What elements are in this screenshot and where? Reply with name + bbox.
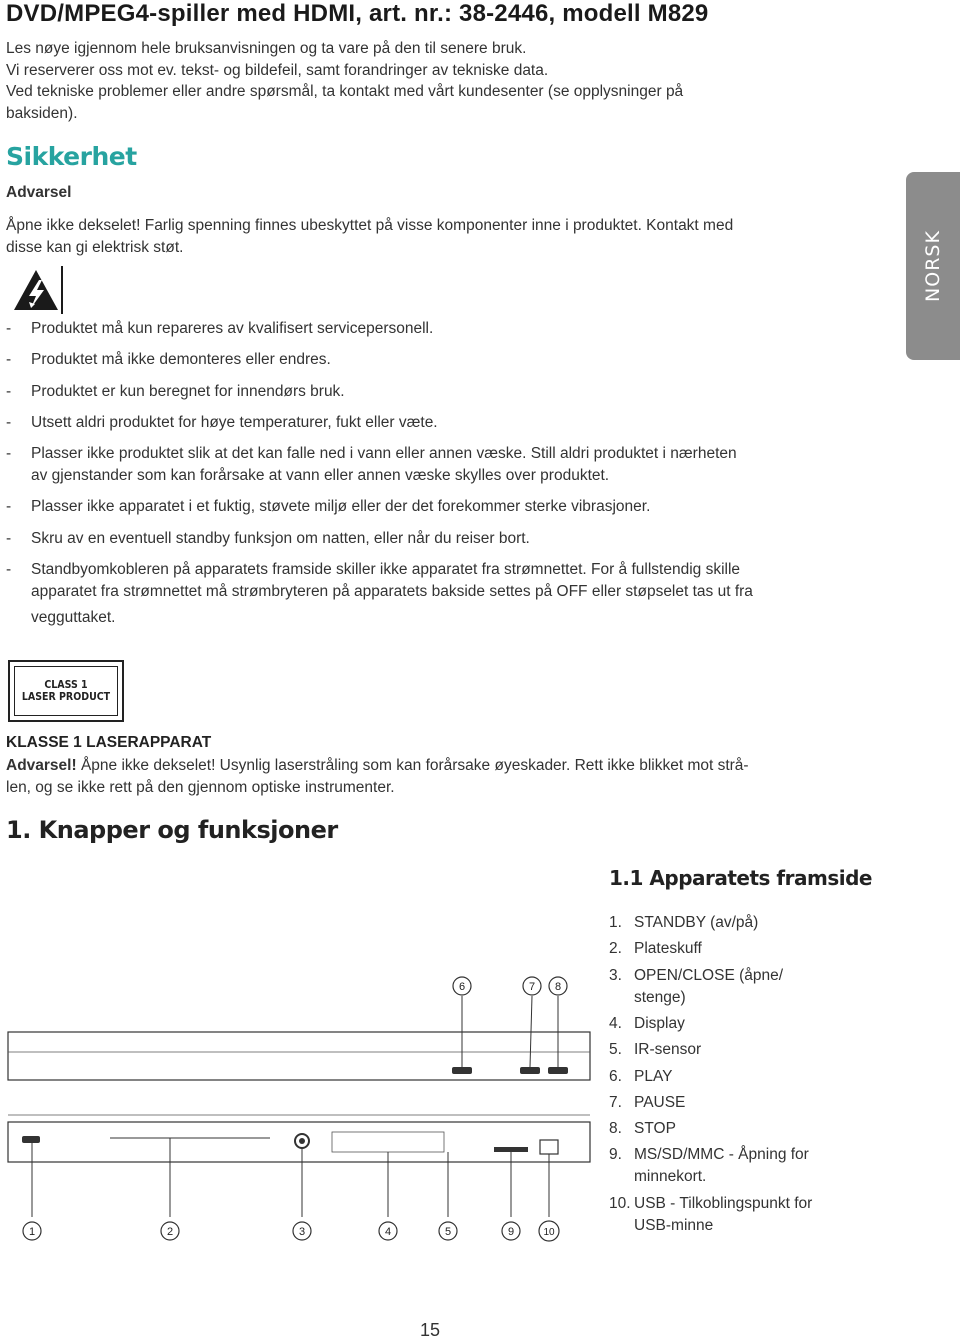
callout-8 xyxy=(549,977,567,995)
laser-warning-text xyxy=(6,755,856,798)
item-number: 9. xyxy=(609,1146,622,1164)
callout-label: 10 xyxy=(543,1227,555,1238)
callout-label: 9 xyxy=(507,1226,515,1238)
page-number: 15 xyxy=(420,1320,441,1340)
language-tab-label: NORSK xyxy=(922,230,944,302)
bullet-text xyxy=(31,443,856,486)
callout-label: 3 xyxy=(298,1226,306,1238)
laser-label-line2: LASER PRODUCT xyxy=(21,691,111,703)
item-text xyxy=(634,965,874,1009)
laser-class-label xyxy=(8,660,124,722)
callout-label: 7 xyxy=(528,981,536,993)
item-number: 10. xyxy=(609,1194,631,1212)
item-line: minnekort. xyxy=(634,1168,707,1186)
bullet-text xyxy=(31,496,856,518)
laser-line: len, og se ikke rett på den gjennom optiske instrumenter. xyxy=(6,778,395,796)
bullet-dash: - xyxy=(6,320,12,337)
safety-heading: Sikkerhet xyxy=(6,142,137,171)
item-text xyxy=(634,1144,874,1188)
item-text xyxy=(634,912,874,934)
warning-heading: Advarsel xyxy=(6,184,72,201)
bullet-text xyxy=(31,528,856,550)
stop-button xyxy=(548,1067,568,1074)
bullet-text xyxy=(31,412,856,434)
item-line: STANDBY (av/på) xyxy=(634,914,759,931)
item-text xyxy=(634,1013,874,1035)
callout-6 xyxy=(453,977,471,995)
open-close-button-center xyxy=(299,1138,305,1144)
bullet-dash: - xyxy=(6,414,12,431)
bullet-dash: - xyxy=(6,383,12,400)
subsection-heading: 1.1 Apparatets framside xyxy=(609,866,872,890)
bullet-text xyxy=(31,349,856,371)
callout-1 xyxy=(23,1222,41,1240)
bullet-line: apparatet fra strømnettet må strømbryteren på apparatets bakside settes på OFF eller støpselet tas ut fra xyxy=(31,582,753,600)
bullet-dash: - xyxy=(6,498,12,515)
item-text xyxy=(634,1092,874,1114)
bullet-dash: - xyxy=(6,530,12,547)
bullet-dash: - xyxy=(6,445,12,462)
bullet-line: Plasser ikke produktet slik at det kan falle ned i vann eller annen væske. Still aldri produktet i nærheten xyxy=(31,445,737,462)
page-title: DVD/MPEG4-spiller med HDMI, art. nr.: 38-2446, modell M829 xyxy=(6,0,709,27)
callout-label: 4 xyxy=(384,1226,392,1238)
callout-4 xyxy=(379,1222,397,1240)
laser-heading: KLASSE 1 LASERAPPARAT xyxy=(6,734,212,751)
callout-label: 5 xyxy=(444,1226,452,1238)
item-number: 3. xyxy=(609,966,622,984)
item-text xyxy=(634,1066,874,1088)
front-panel-diagram xyxy=(0,970,600,1250)
item-line: MS/SD/MMC - Åpning for xyxy=(634,1146,809,1164)
intro-line: Vi reserverer oss mot ev. tekst- og bildefeil, samt forandringer av tekniske data. xyxy=(6,61,549,79)
callout-label: 6 xyxy=(458,981,466,993)
item-line: OPEN/CLOSE (åpne/ xyxy=(634,966,784,984)
laser-warn-bold: Advarsel! xyxy=(6,757,77,774)
intro-line: baksiden). xyxy=(6,104,78,122)
bullet-text xyxy=(31,381,856,403)
item-text xyxy=(634,1193,874,1237)
intro-line: Ved tekniske problemer eller andre spørsmål, ta kontakt med vårt kundesenter (se opplysninger på xyxy=(6,83,684,100)
item-number: 6. xyxy=(609,1067,622,1085)
laser-line xyxy=(6,755,856,777)
item-number: 1. xyxy=(609,914,622,931)
bullet-line: vegguttaket. xyxy=(31,609,116,626)
bullet-line: Produktet må ikke demonteres eller endres. xyxy=(31,351,331,368)
item-number: 2. xyxy=(609,940,622,958)
bullet-line: Standbyomkobleren på apparatets framside skiller ikke apparatet fra strømnettet. For å fullstendig skille xyxy=(31,561,741,578)
laser-label-inner xyxy=(14,666,118,716)
item-line: Display xyxy=(634,1014,685,1032)
callout-9 xyxy=(502,1222,520,1240)
item-line: PAUSE xyxy=(634,1093,686,1111)
usb-port xyxy=(540,1140,558,1154)
pause-button xyxy=(520,1067,540,1074)
item-line: USB-minne xyxy=(634,1216,714,1234)
item-text xyxy=(634,938,874,960)
bullet-line: Produktet må kun repareres av kvalifisert servicepersonell. xyxy=(31,320,434,337)
bullet-dash: - xyxy=(6,561,12,578)
electric-hazard-icon xyxy=(12,266,64,314)
callout-label: 1 xyxy=(28,1226,36,1238)
bullet-text xyxy=(31,318,856,340)
item-number: 8. xyxy=(609,1120,622,1138)
item-number: 4. xyxy=(609,1014,622,1032)
bullet-dash: - xyxy=(6,351,12,368)
section-heading: 1. Knapper og funksjoner xyxy=(6,816,338,844)
callout-10 xyxy=(539,1221,559,1241)
bullet-line: Produktet er kun beregnet for innendørs bruk. xyxy=(31,383,345,400)
player-top-body xyxy=(8,1032,590,1080)
bullet-line: Utsett aldri produktet for høye temperaturer, fukt eller væte. xyxy=(31,414,438,431)
display-window xyxy=(332,1132,444,1152)
callout-label: 2 xyxy=(166,1226,174,1238)
item-line: stenge) xyxy=(634,988,686,1006)
warning-line: disse kan gi elektrisk støt. xyxy=(6,238,184,256)
warning-text xyxy=(6,215,856,258)
laser-label-line1: CLASS 1 xyxy=(44,679,88,691)
item-line: STOP xyxy=(634,1120,676,1138)
play-button xyxy=(452,1067,472,1074)
item-line: PLAY xyxy=(634,1067,673,1085)
item-line: Plateskuff xyxy=(634,940,702,958)
callout-label: 8 xyxy=(554,981,562,993)
item-number: 7. xyxy=(609,1093,622,1111)
callout-7 xyxy=(523,977,541,995)
callout-5 xyxy=(439,1222,457,1240)
item-number: 5. xyxy=(609,1041,622,1059)
item-text xyxy=(634,1118,874,1140)
standby-button xyxy=(22,1136,40,1143)
card-slot xyxy=(494,1147,528,1152)
item-line: IR-sensor xyxy=(634,1041,702,1059)
bullet-line: Plasser ikke apparatet i et fuktig, støvete miljø eller der det forekommer sterke vibrasjoner. xyxy=(31,498,651,515)
bullet-line: av gjenstander som kan forårsake at vann eller annen væske skylles over produktet. xyxy=(31,466,610,484)
intro-line: Les nøye igjennom hele bruksanvisningen og ta vare på den til senere bruk. xyxy=(6,40,527,57)
language-tab xyxy=(906,172,960,360)
bullet-text xyxy=(31,559,856,629)
warning-line: Åpne ikke dekselet! Farlig spenning finnes ubeskyttet på visse komponenter inne i produktet. Kontakt med xyxy=(6,217,734,234)
callout-2 xyxy=(161,1222,179,1240)
intro-text xyxy=(6,38,806,124)
item-line: USB - Tilkoblingspunkt for xyxy=(634,1194,813,1212)
callout-3 xyxy=(293,1222,311,1240)
item-text xyxy=(634,1039,874,1061)
bullet-line: Skru av en eventuell standby funksjon om natten, eller når du reiser bort. xyxy=(31,530,530,547)
laser-line1-rest: Åpne ikke dekselet! Usynlig laserstråling som kan forårsake øyeskader. Rett ikke blikket mot strå- xyxy=(76,757,749,774)
